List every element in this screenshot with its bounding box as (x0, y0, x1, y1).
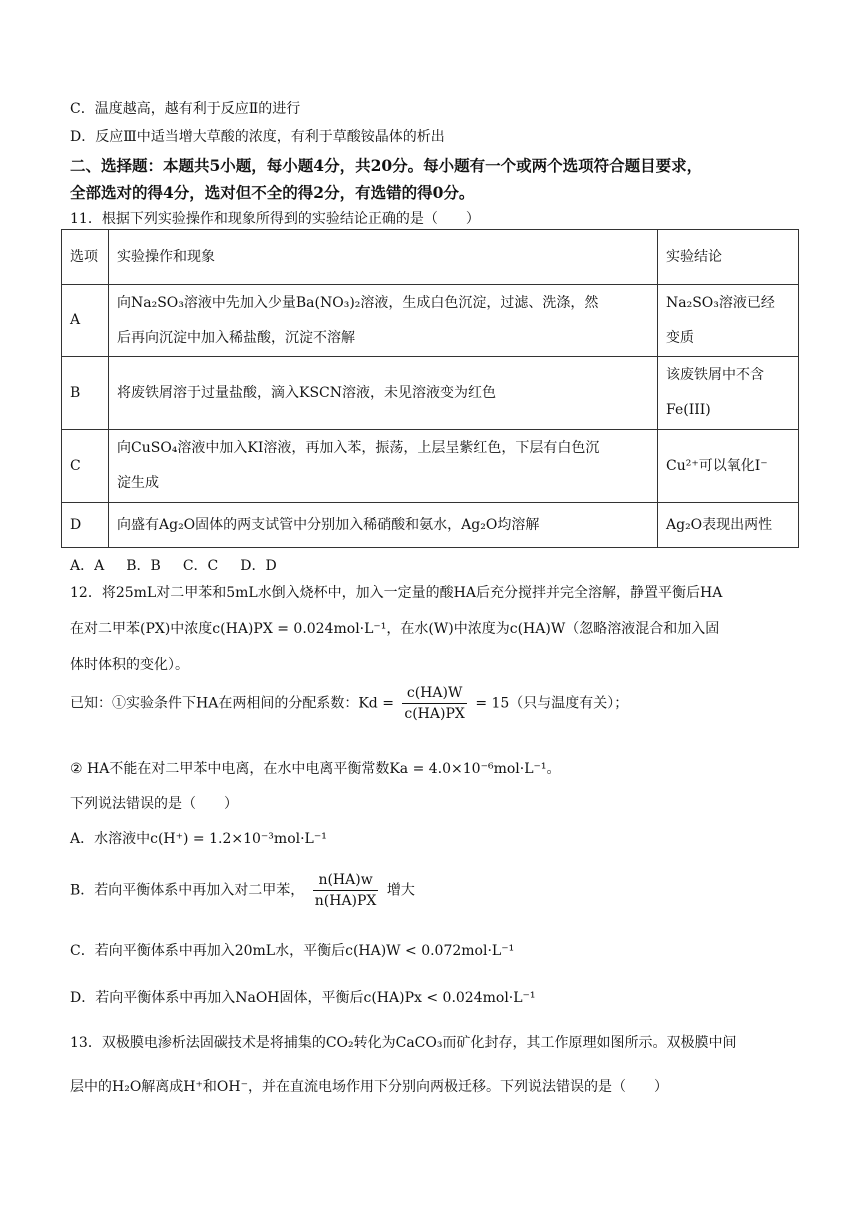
table-row (62, 503, 799, 548)
q12-option-b (70, 870, 415, 911)
q12-stem-line1: 12．将25mL对二甲苯和5mL水倒入烧杯中，加入一定量的酸HA后充分搅拌并完全溶解，静置平衡后HA (70, 585, 723, 601)
conclusion-line: 变质 (666, 329, 694, 346)
table-header-row (62, 230, 799, 285)
row-option: B (62, 357, 109, 430)
operation-line: 向Na₂SO₃溶液中先加入少量Ba(NO₃)₂溶液，生成白色沉淀，过滤、洗涤，然 (117, 294, 599, 311)
section-heading-line2: 全部选对的得4分，选对但不全的得2分，有选错的得0分。 (70, 183, 475, 202)
operation-line: 淀生成 (117, 475, 159, 491)
q12-option-c: C．若向平衡体系中再加入20mL水，平衡后c(HA)W < 0.072mol·L⁻¹ (70, 943, 515, 959)
row-option: A (62, 285, 109, 357)
operation-line: 后再向沉淀中加入稀盐酸，沉淀不溶解 (117, 329, 355, 346)
conclusion-line: Na₂SO₃溶液已经 (666, 294, 775, 311)
kd-denominator: c(HA)PX (404, 706, 465, 722)
option-b-numerator: n(HA)w (313, 870, 379, 891)
conclusion-line: 该废铁屑中不含 (666, 367, 764, 383)
q11-option: C．C (182, 558, 219, 574)
option-d-prev: D．反应Ⅲ中适当增大草酸的浓度，有利于草酸铵晶体的析出 (70, 129, 445, 145)
q12-option-d: D．若向平衡体系中再加入NaOH固体，平衡后c(HA)Px < 0.024mol·L⁻¹ (70, 990, 536, 1006)
option-b-fraction (313, 870, 379, 911)
option-b-denominator: n(HA)PX (314, 893, 377, 909)
q12-known1 (70, 683, 628, 724)
row-option: D (62, 503, 109, 548)
row-option: C (62, 430, 109, 503)
option-b-post: 增大 (386, 882, 415, 899)
table-row (62, 285, 799, 357)
q11-table (61, 229, 799, 548)
operation-line: 向盛有Ag₂O固体的两支试管中分别加入稀硝酸和氨水，Ag₂O均溶解 (117, 516, 540, 533)
header-option: 选项 (62, 230, 109, 285)
q11-option: B．B (126, 558, 161, 574)
kd-numerator: c(HA)W (402, 683, 466, 704)
kd-fraction (402, 683, 466, 724)
section-heading-line1: 二、选择题：本题共5小题，每小题4分，共20分。每小题有一个或两个选项符合题目要求， (70, 156, 703, 175)
q12-known2: ② HA不能在对二甲苯中电离，在水中电离平衡常数Ka = 4.0×10⁻⁶mol·L⁻¹。 (70, 761, 561, 777)
known1-pre: 已知：①实验条件下HA在两相间的分配系数：Kd = (70, 695, 394, 712)
q11-option: D．D (240, 558, 277, 574)
row-operation (109, 430, 658, 503)
header-conclusion: 实验结论 (658, 230, 799, 285)
q12-option-a: A．水溶液中c(H⁺) = 1.2×10⁻³mol·L⁻¹ (70, 831, 327, 847)
row-conclusion (658, 357, 799, 430)
known1-post: = 15（只与温度有关）； (475, 695, 629, 712)
q12-ask: 下列说法错误的是（ ） (70, 796, 238, 812)
row-conclusion (658, 285, 799, 357)
q13-stem-line1: 13．双极膜电渗析法固碳技术是将捕集的CO₂转化为CaCO₃而矿化封存，其工作原理如图所示。双极膜中间 (70, 1035, 737, 1051)
table-row (62, 357, 799, 430)
option-c-prev: C．温度越高，越有利于反应Ⅱ的进行 (70, 101, 301, 117)
table-row (62, 430, 799, 503)
q11-option: A．A (70, 558, 105, 574)
option-b-pre: B．若向平衡体系中再加入对二甲苯， (70, 882, 305, 899)
q13-stem-line2: 层中的H₂O解离成H⁺和OH⁻，并在直流电场作用下分别向两极迁移。下列说法错误的是（ ） (70, 1079, 668, 1095)
header-operation: 实验操作和现象 (109, 230, 658, 285)
q12-stem-line3: 体时体积的变化）。 (70, 657, 189, 673)
q11-options (70, 555, 299, 575)
row-operation (109, 503, 658, 548)
conclusion-line: Fe(III) (666, 402, 711, 418)
operation-line: 将废铁屑溶于过量盐酸，滴入KSCN溶液，未见溶液变为红色 (117, 384, 497, 401)
operation-line: 向CuSO₄溶液中加入KI溶液，再加入苯，振荡，上层呈紫红色，下层有白色沉 (117, 440, 600, 456)
row-conclusion (658, 430, 799, 503)
conclusion-line: Cu²⁺可以氧化I⁻ (666, 457, 768, 474)
conclusion-line: Ag₂O表现出两性 (666, 516, 773, 533)
q12-stem-line2: 在对二甲苯(PX)中浓度c(HA)PX = 0.024mol·L⁻¹，在水(W)中浓度为c(HA)W（忽略溶液混合和加入固 (70, 621, 720, 637)
q11-stem: 11．根据下列实验操作和现象所得到的实验结论正确的是（ ） (70, 211, 480, 227)
row-operation (109, 357, 658, 430)
row-operation (109, 285, 658, 357)
row-conclusion (658, 503, 799, 548)
